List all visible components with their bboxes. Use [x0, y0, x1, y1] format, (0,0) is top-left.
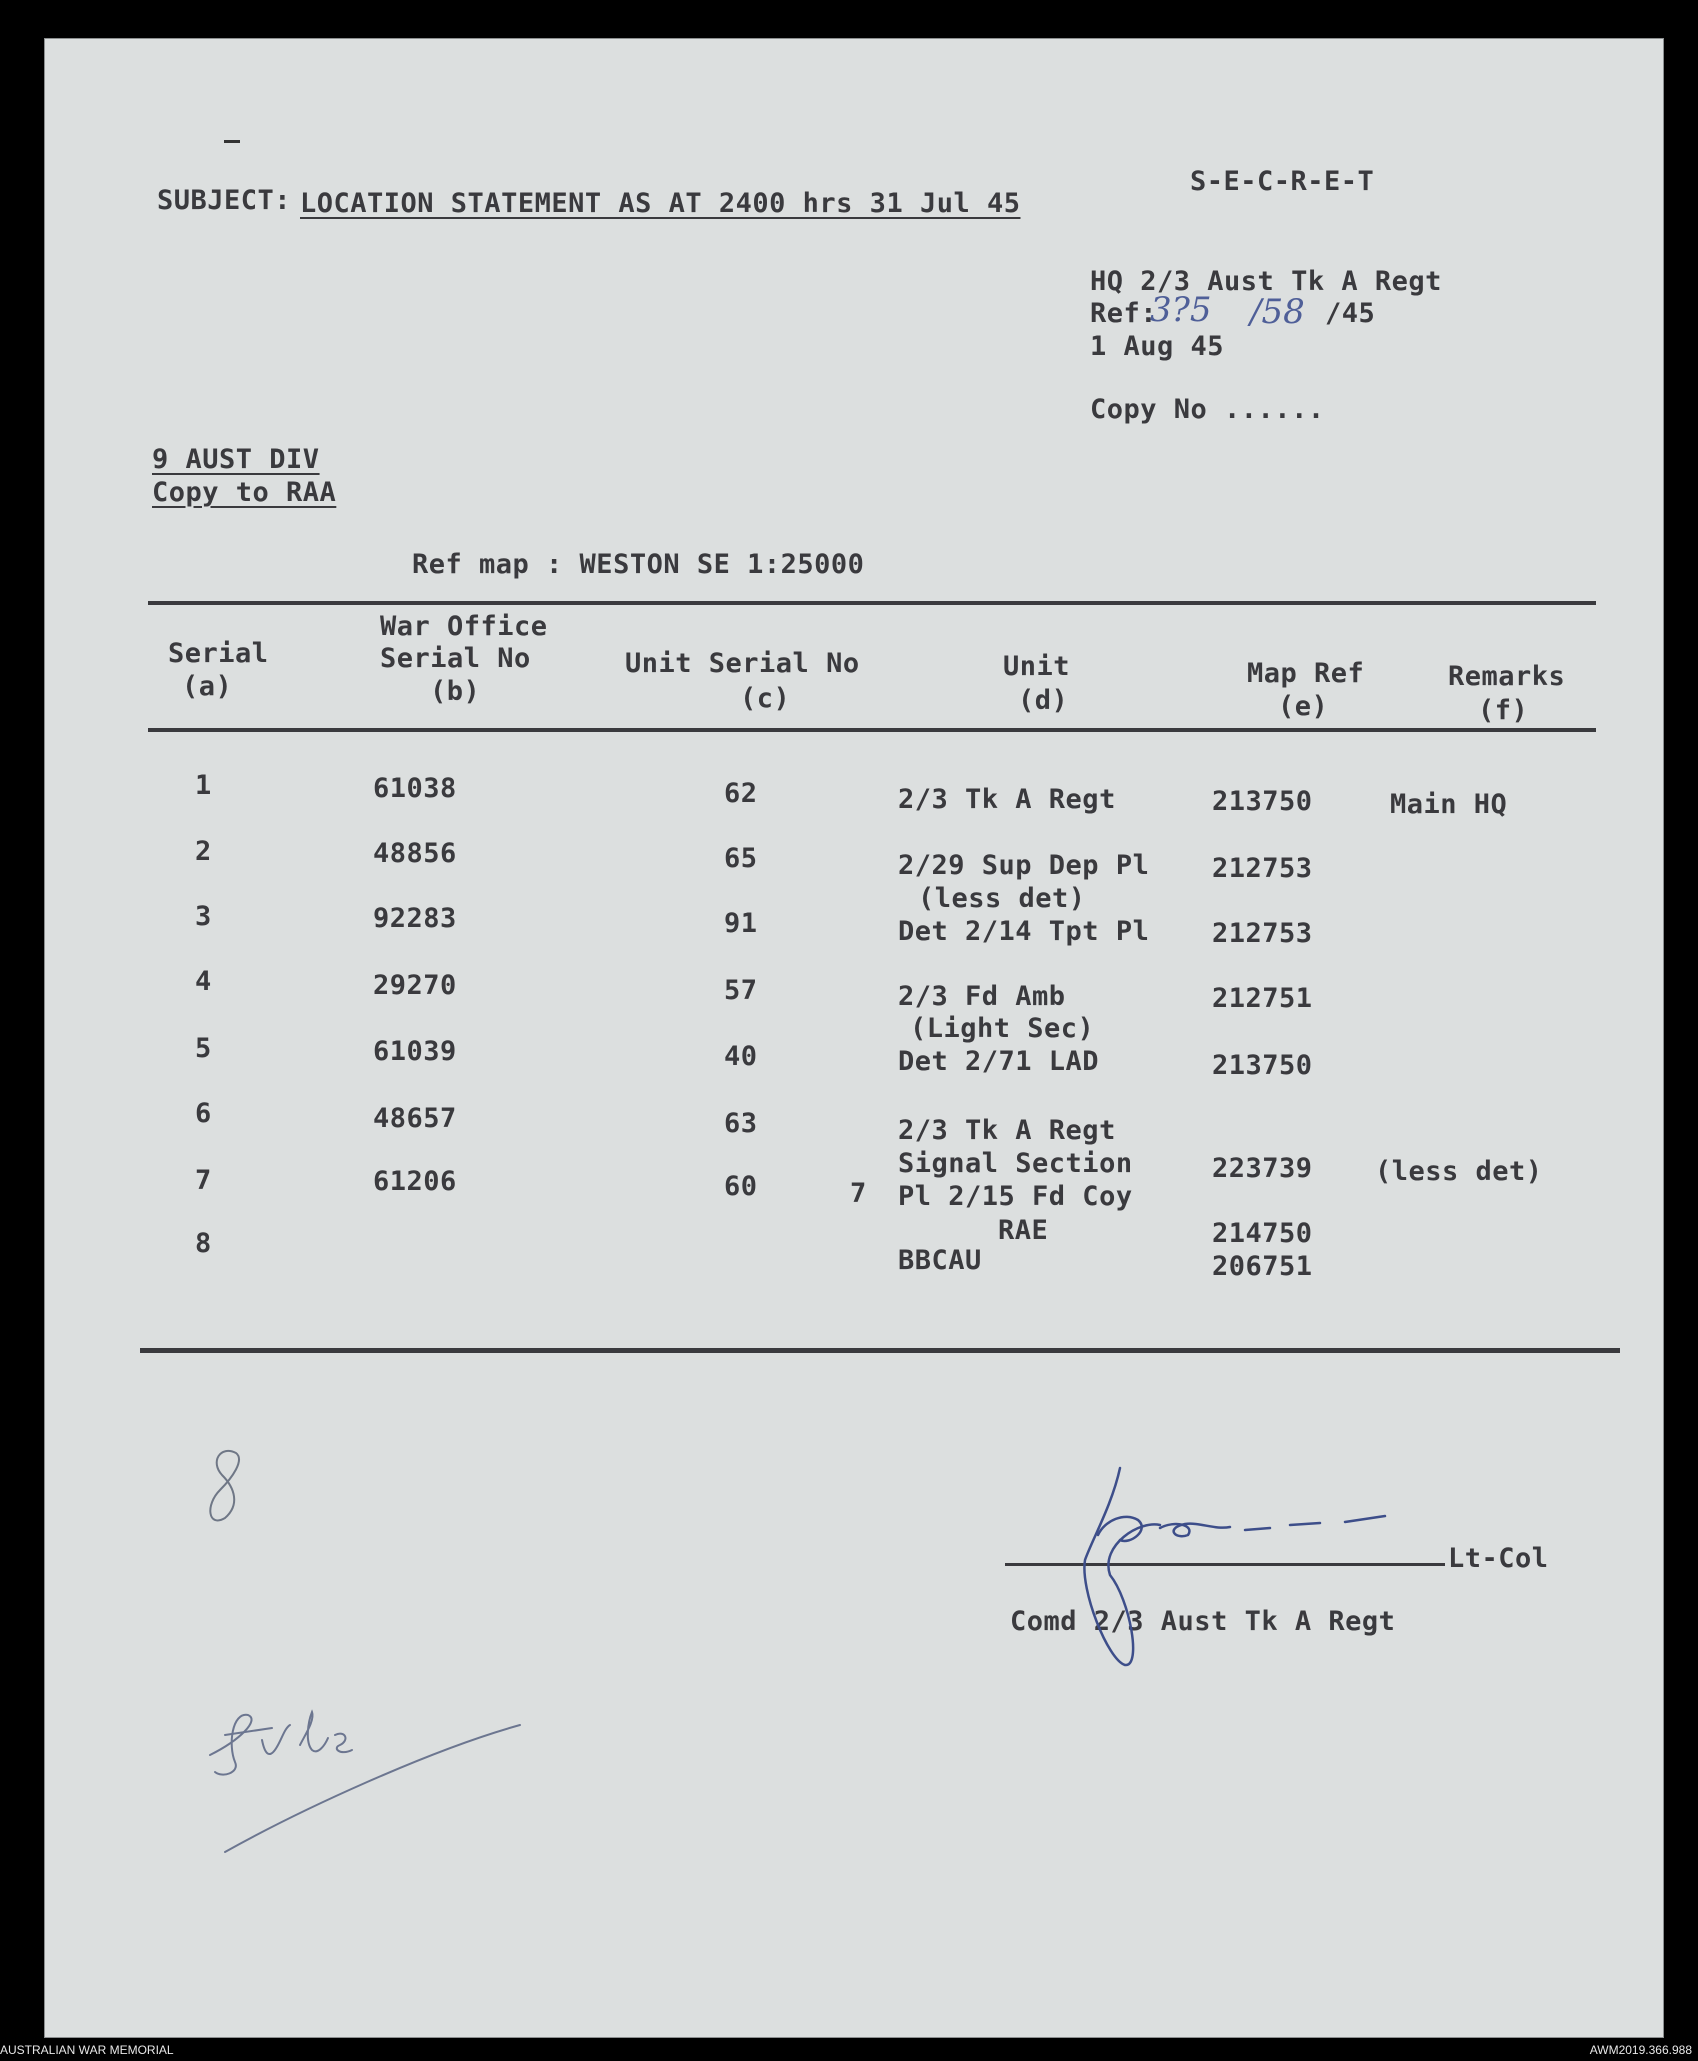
col-header-war-office-2: Serial No — [380, 643, 531, 674]
margin-mark — [224, 140, 240, 143]
cell-unit-serial: 65 — [724, 843, 758, 874]
subject-title: LOCATION STATEMENT AS AT 2400 hrs 31 Jul 45 — [300, 188, 1021, 219]
cell-unit: BBCAU — [898, 1245, 982, 1276]
cell-war-office: 92283 — [373, 903, 457, 934]
cell-serial: 1 — [195, 770, 212, 801]
col-header-war-office: War Office — [380, 611, 548, 642]
cell-map-ref: 213750 — [1212, 786, 1313, 817]
signature-handwriting — [1084, 1468, 1385, 1665]
cell-serial: 8 — [195, 1228, 212, 1259]
col-header-remarks-letter: (f) — [1478, 695, 1529, 726]
margin-number-handwriting — [210, 1451, 239, 1520]
cell-map-ref: 214750 — [1212, 1218, 1313, 1249]
cell-unit-line-2: (Light Sec) — [910, 1013, 1095, 1044]
addressee-to: 9 AUST DIV — [152, 444, 320, 475]
col-header-serial-letter: (a) — [182, 671, 233, 702]
col-header-unit-letter: (d) — [1018, 685, 1069, 716]
cell-unit: 2/3 Tk A Regt — [898, 1115, 1116, 1146]
cell-serial: 6 — [195, 1098, 212, 1129]
cell-serial: 7 — [195, 1165, 212, 1196]
cell-serial: 3 — [195, 901, 212, 932]
cell-serial: 2 — [195, 836, 212, 867]
cell-unit-serial: 40 — [724, 1041, 758, 1072]
cell-remarks: Main HQ — [1390, 789, 1508, 820]
col-header-unit-serial: Unit Serial No — [625, 648, 860, 679]
file-note-handwriting — [210, 1712, 520, 1852]
col-header-unit: Unit — [1003, 651, 1071, 682]
footer-right: AWM2019.366.988 — [1589, 2043, 1692, 2057]
col-header-map-ref: Map Ref — [1247, 658, 1365, 689]
footer-left: AUSTRALIAN WAR MEMORIAL — [0, 2043, 174, 2057]
cell-unit: 2/3 Fd Amb — [898, 981, 1066, 1012]
col-header-serial: Serial — [168, 638, 269, 669]
cell-map-ref: 213750 — [1212, 1050, 1313, 1081]
cell-serial: 5 — [195, 1033, 212, 1064]
header-unit: HQ 2/3 Aust Tk A Regt — [1090, 266, 1442, 297]
cell-serial: 4 — [195, 966, 212, 997]
cell-unit-line-2: (less det) — [918, 883, 1086, 914]
signature-title: Comd 2/3 Aust Tk A Regt — [1010, 1606, 1396, 1637]
cell-map-ref: 212753 — [1212, 918, 1313, 949]
cell-war-office: 61038 — [373, 773, 457, 804]
cell-war-office: 48856 — [373, 838, 457, 869]
col-header-unit-serial-letter: (c) — [740, 683, 791, 714]
cell-unit: Pl 2/15 Fd Coy — [898, 1181, 1133, 1212]
subject-label: SUBJECT: — [157, 185, 292, 216]
cell-map-ref: 223739 — [1212, 1153, 1313, 1184]
col-header-war-office-letter: (b) — [430, 676, 481, 707]
cell-war-office: 61206 — [373, 1166, 457, 1197]
cell-unit-serial: 57 — [724, 975, 758, 1006]
cell-unit-serial: 62 — [724, 778, 758, 809]
cell-map-ref: 206751 — [1212, 1251, 1313, 1282]
col-header-remarks: Remarks — [1448, 661, 1566, 692]
cell-unit-serial: 63 — [724, 1108, 758, 1139]
cell-unit-line-2: Signal Section — [898, 1148, 1133, 1179]
ref-map: Ref map : WESTON SE 1:25000 — [412, 549, 865, 580]
col-header-map-ref-letter: (e) — [1278, 691, 1329, 722]
cell-unit: Det 2/14 Tpt Pl — [898, 916, 1150, 947]
addressee-copy: Copy to RAA — [152, 477, 337, 508]
cell-war-office: 48657 — [373, 1103, 457, 1134]
cell-unit-line-2: RAE — [998, 1215, 1049, 1246]
cell-map-ref: 212753 — [1212, 853, 1313, 884]
header-ref-handwritten-2: /58 — [1250, 292, 1305, 332]
cell-war-office: 61039 — [373, 1036, 457, 1067]
cell-unit: 2/29 Sup Dep Pl — [898, 850, 1150, 881]
cell-remarks: (less det) — [1375, 1156, 1543, 1187]
cell-map-ref: 212751 — [1212, 983, 1313, 1014]
cell-unit: 2/3 Tk A Regt — [898, 784, 1116, 815]
cell-unit: Det 2/71 LAD — [898, 1046, 1100, 1077]
classification-marking: S-E-C-R-E-T — [1190, 166, 1375, 197]
header-ref-suffix: /45 — [1325, 298, 1376, 329]
cell-war-office: 29270 — [373, 970, 457, 1001]
cell-unit-serial: 91 — [724, 908, 758, 939]
signature-rank: Lt-Col — [1448, 1543, 1549, 1574]
header-copy-no: Copy No ...... — [1090, 394, 1325, 425]
cell-unit-serial: 60 — [724, 1171, 758, 1202]
header-ref-handwritten-1: 3?5 — [1150, 290, 1212, 330]
cell-extra-serial: 7 — [850, 1178, 867, 1209]
header-ref-label: Ref: — [1090, 298, 1158, 329]
header-date: 1 Aug 45 — [1090, 331, 1225, 362]
